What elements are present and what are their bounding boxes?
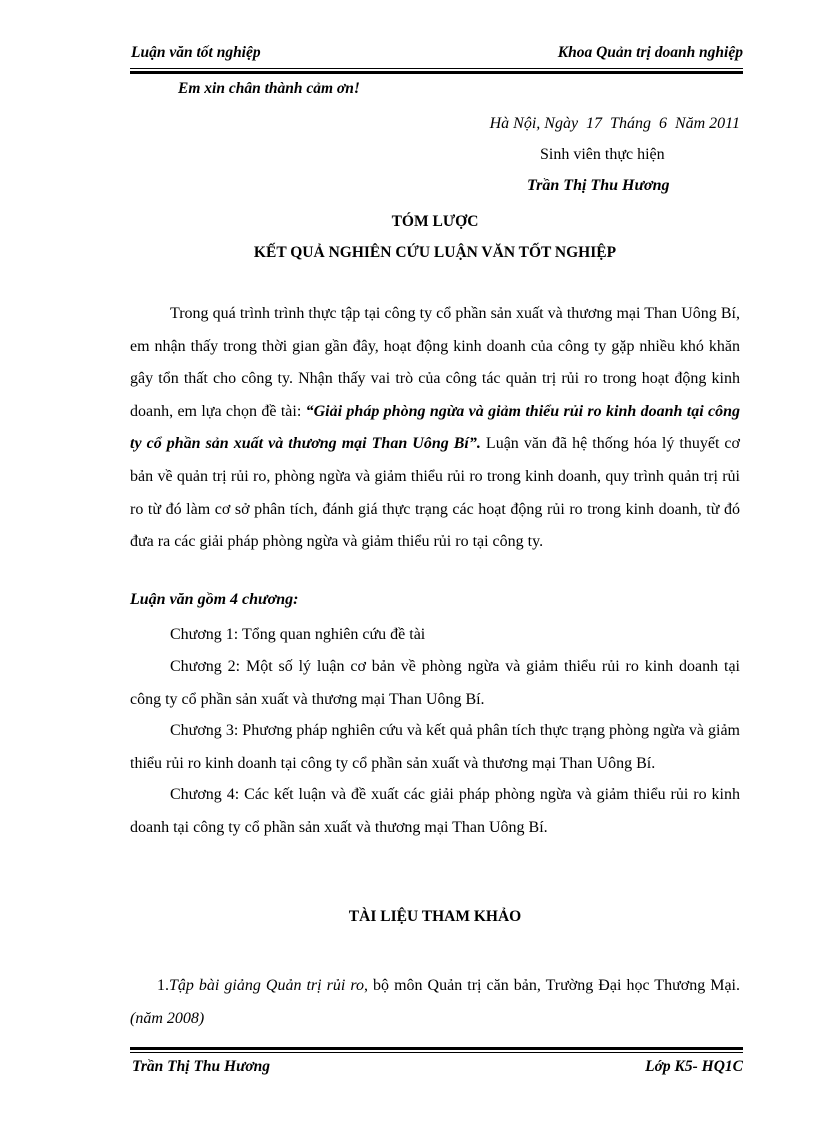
reference-year: (năm 2008): [130, 1009, 205, 1027]
reference-book-title: Tập bài giảng Quản trị rủi ro: [169, 977, 364, 994]
student-role: Sinh viên thực hiện: [540, 146, 665, 163]
footer-left: Trần Thị Thu Hương: [132, 1058, 271, 1075]
header-left: Luận văn tốt nghiệp: [131, 44, 261, 61]
reference-details: , bộ môn Quản trị căn bản, Trường Đại học Thương Mại.: [364, 977, 741, 994]
chapter-2: Chương 2: Một số lý luận cơ bản về phòng ngừa và giảm thiểu rủi ro kinh doanh tại công ty cổ phần sản xuất và thương mại Than Uông Bí.: [130, 658, 740, 708]
summary-title: TÓM LƯỢC: [391, 213, 479, 230]
footer-rule-thick: [130, 1047, 743, 1050]
reference-item-1: [130, 970, 740, 1035]
reference-number: 1.: [157, 977, 169, 994]
thanks-line: Em xin chân thành cảm ơn!: [178, 80, 360, 97]
student-name: Trần Thị Thu Hương: [527, 177, 670, 194]
references-title: TÀI LIỆU THAM KHẢO: [348, 908, 522, 925]
chapter-3: Chương 3: Phương pháp nghiên cứu và kết quả phân tích thực trạng phòng ngừa và giảm thiểu rủi ro kinh doanh tại công ty cổ phần sản xuất và thương mại Than Uông Bí.: [130, 722, 740, 772]
chapters-heading: Luận văn gồm 4 chương:: [130, 591, 299, 608]
header-rule: [130, 68, 743, 69]
summary-subtitle: KẾT QUẢ NGHIÊN CỨU LUẬN VĂN TỐT NGHIỆP: [253, 244, 617, 261]
summary-text-2: Luận văn đã hệ thống hóa lý thuyết cơ bản về quản trị rủi ro, phòng ngừa và giảm thiểu rủi ro trong kinh doanh, quy trình quản trị rủi ro từ đó làm cơ sở phân tích, đánh giá thực trạng các hoạt động rủi ro trong kinh doanh, từ đó đưa ra các giải pháp phòng ngừa và giảm thiểu rủi ro tại công ty.: [130, 435, 740, 551]
header-rule-thick: [130, 71, 743, 74]
chapter-1: Chương 1: Tổng quan nghiên cứu đề tài: [170, 626, 426, 643]
thesis-topic: “Giải pháp phòng ngừa và giảm thiểu rủi ro kinh doanh tại công ty cổ phần sản xuất và thương mại Than Uông Bí”.: [130, 402, 740, 453]
footer-right: Lớp K5- HQ1C: [645, 1058, 743, 1075]
header-right: Khoa Quản trị doanh nghiệp: [557, 44, 743, 61]
footer-rule: [130, 1052, 743, 1053]
date-line: Hà Nội, Ngày 17 Tháng 6 Năm 2011: [489, 115, 740, 132]
summary-paragraph: [130, 298, 740, 559]
chapter-4: Chương 4: Các kết luận và đề xuất các giải pháp phòng ngừa và giảm thiểu rủi ro kinh doanh tại công ty cổ phần sản xuất và thương mại Than Uông Bí.: [130, 786, 740, 836]
summary-text-1: Trong quá trình trình thực tập tại công ty cổ phần sản xuất và thương mại Than Uông Bí, em nhận thấy trong thời gian gần đây, hoạt động kinh doanh của công ty gặp nhiều khó khăn gây tổn thất cho công ty. Nhận thấy vai trò của công tác quản trị rủi ro trong hoạt động kinh doanh, em lựa chọn đề tài:: [130, 305, 740, 420]
